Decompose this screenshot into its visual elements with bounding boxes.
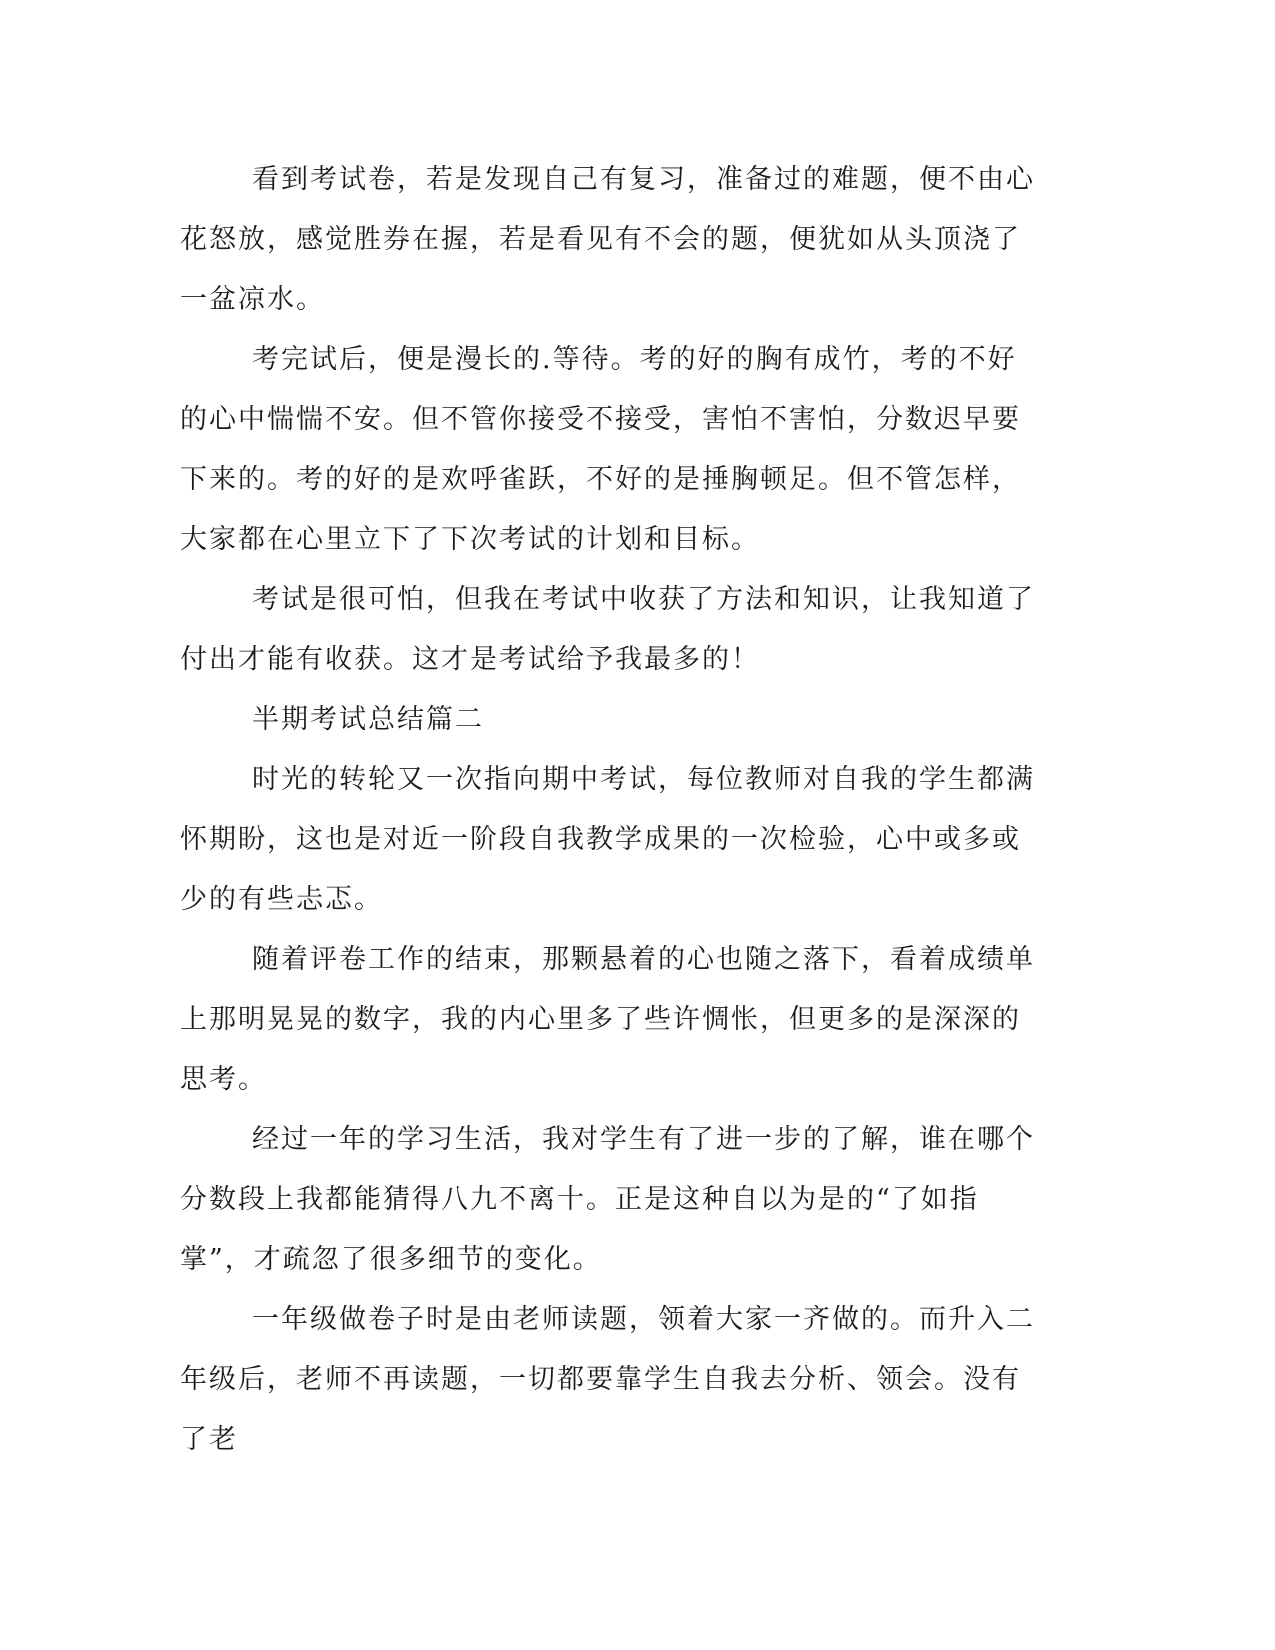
paragraph-grading-end: 随着评卷工作的结束，那颗悬着的心也随之落下，看着成绩单上那明晃晃的数字，我的内心里多了些许惆怅，但更多的是深深的思考。: [180, 944, 1035, 1095]
paragraph-grade-one-two: 一年级做卷子时是由老师读题，领着大家一齐做的。而升入二年级后，老师不再读题，一切都要靠学生自我去分析、领会。没有了老: [180, 1304, 1035, 1455]
paragraph-exam-paper: 看到考试卷，若是发现自己有复习，准备过的难题，便不由心花怒放，感觉胜券在握，若是看见有不会的题，便犹如从头顶浇了一盆凉水。: [180, 164, 1035, 315]
paragraph-understanding-students: 经过一年的学习生活，我对学生有了进一步的了解，谁在哪个分数段上我都能猜得八九不离十。正是这种自以为是的“了如指掌”，才疏忽了很多细节的变化。: [180, 1124, 1035, 1275]
section-heading: 半期考试总结篇二: [252, 704, 484, 735]
document-body: [180, 150, 1040, 1470]
paragraph-midterm-time: 时光的转轮又一次指向期中考试，每位教师对自我的学生都满怀期盼，这也是对近一阶段自我教学成果的一次检验，心中或多或少的有些忐忑。: [180, 764, 1035, 915]
paragraph-waiting: 考完试后，便是漫长的.等待。考的好的胸有成竹，考的不好的心中惴惴不安。但不管你接受不接受，害怕不害怕，分数迟早要下来的。考的好的是欢呼雀跃，不好的是捶胸顿足。但不管怎样，大家都在心里立下了下次考试的计划和目标。: [180, 344, 1021, 555]
paragraph-exam-gains: 考试是很可怕，但我在考试中收获了方法和知识，让我知道了付出才能有收获。这才是考试给予我最多的！: [180, 584, 1035, 675]
